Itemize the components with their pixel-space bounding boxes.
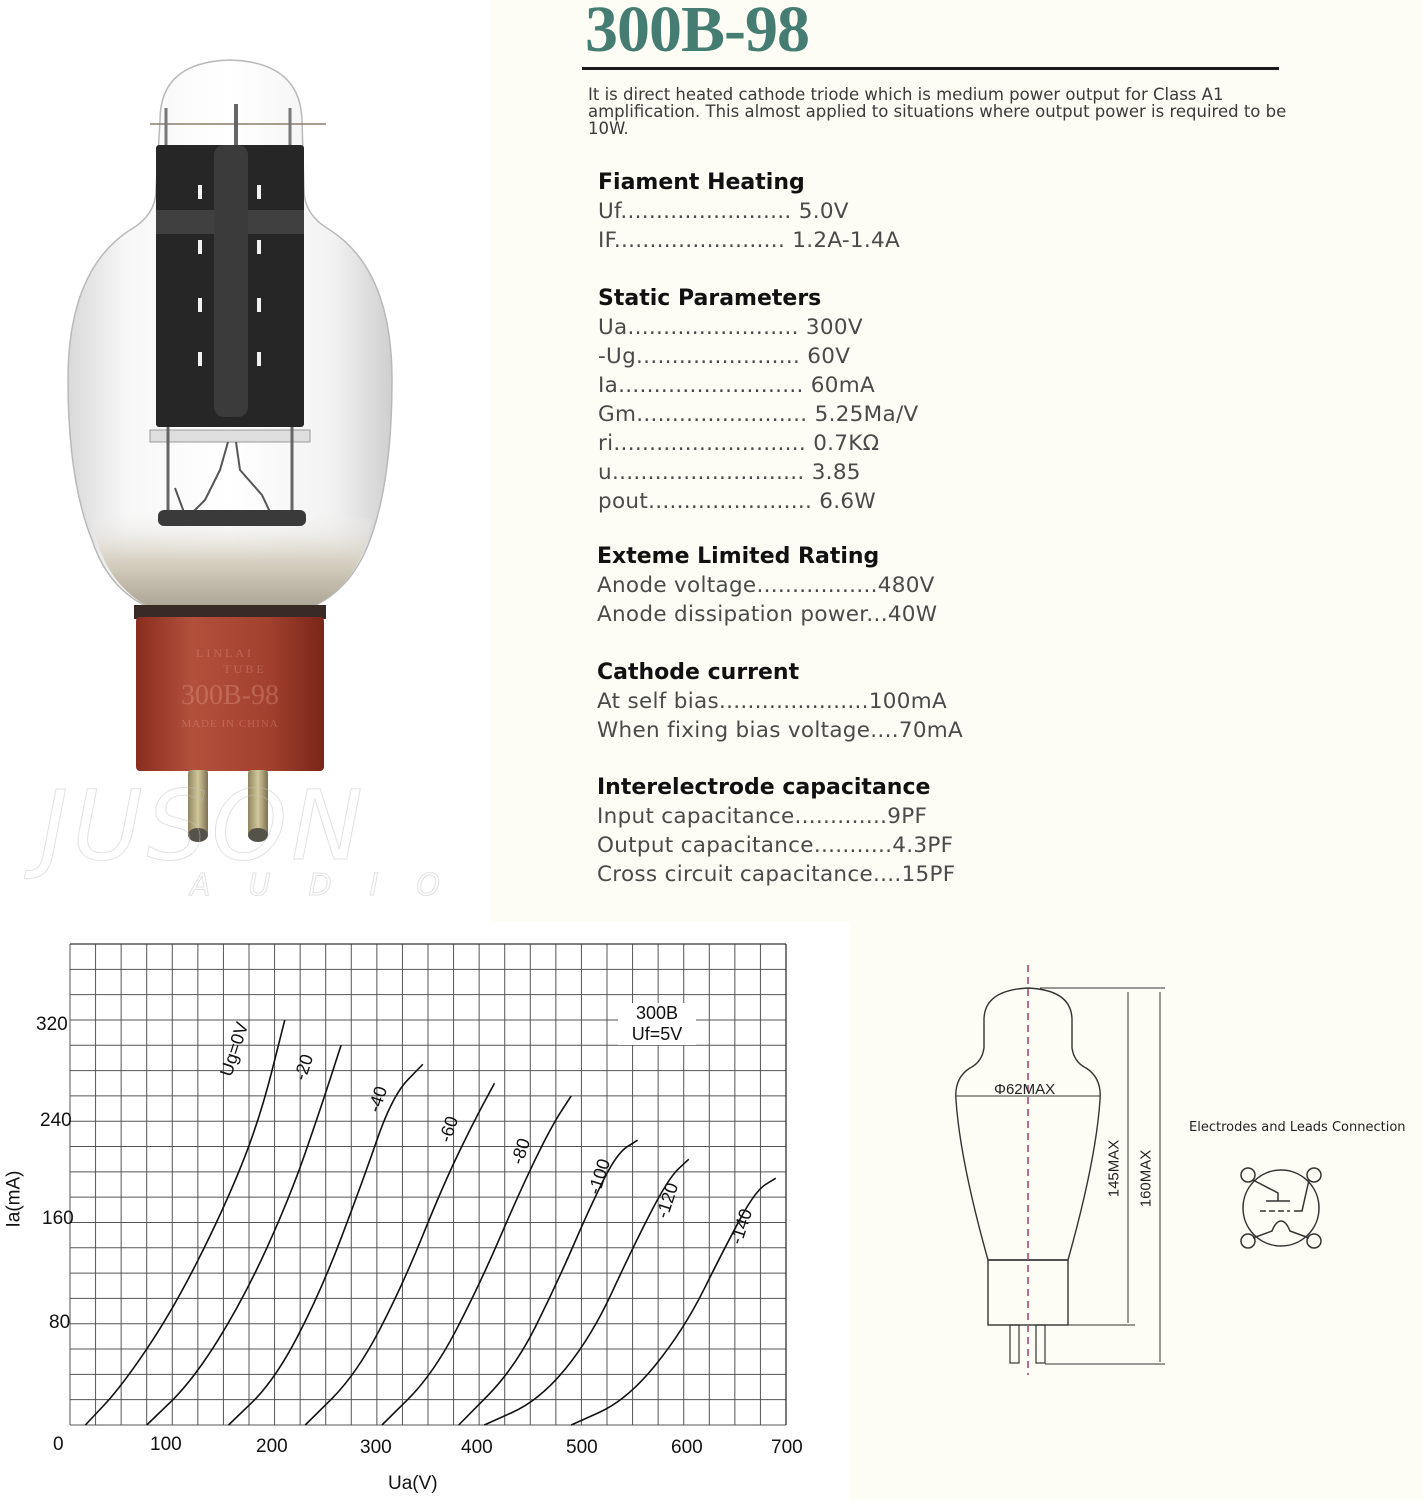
- body-height-label: 145MAX: [1105, 1139, 1123, 1198]
- y-tick-80: 80: [49, 1312, 71, 1333]
- section-heading-limits: Exteme Limited Rating: [597, 544, 880, 569]
- spec-row-output-cap: Output capacitance...........4.3PF: [597, 833, 954, 858]
- section-heading-capacitance: Interelectrode capacitance: [597, 775, 931, 800]
- spec-row-pout: pout....................... 6.6W: [598, 489, 876, 514]
- curve-label-20: -20: [290, 1051, 318, 1083]
- section-heading-cathode: Cathode current: [597, 660, 800, 685]
- curve-label-60: -60: [435, 1113, 463, 1145]
- x-tick-400: 400: [461, 1437, 493, 1458]
- spec-row-self-bias: At self bias.....................100mA: [597, 689, 948, 714]
- x-tick-700: 700: [771, 1437, 803, 1458]
- curve-label-140: -140: [726, 1206, 757, 1247]
- curve-60: [305, 1083, 494, 1425]
- curve-label-100: -100: [584, 1156, 615, 1197]
- tube-photo: [0, 0, 490, 922]
- y-tick-160: 160: [42, 1208, 74, 1229]
- ia-ua-characteristic-chart: [0, 922, 850, 1500]
- x-tick-500: 500: [566, 1437, 598, 1458]
- spec-row-ua: Ua........................ 300V: [598, 315, 863, 340]
- section-heading-filament: Fiament Heating: [598, 170, 805, 195]
- curve-label-40: -40: [364, 1083, 392, 1115]
- section-heading-static: Static Parameters: [598, 286, 822, 311]
- chart-title: 300B: [635, 1003, 679, 1023]
- curve-label-80: -80: [507, 1135, 535, 1167]
- spec-row-u: u........................... 3.85: [598, 460, 861, 485]
- y-tick-240: 240: [40, 1110, 72, 1131]
- base-brand-line2: TUBE: [223, 662, 267, 676]
- spec-row-uf: Uf........................ 5.0V: [598, 199, 849, 224]
- x-tick-0: 0: [53, 1434, 64, 1455]
- watermark-subtitle: AUDIO: [190, 868, 479, 903]
- curve-20: [147, 1045, 341, 1425]
- watermark-logo: JUSON: [40, 770, 367, 882]
- title-divider: [582, 67, 1279, 70]
- spec-row-if: IF........................ 1.2A-1.4A: [598, 228, 901, 253]
- curve-label-0v: Ug=0V: [216, 1019, 253, 1079]
- spec-row-anode-voltage: Anode voltage.................480V: [597, 573, 935, 598]
- spec-row-ri: ri........................... 0.7KΩ: [598, 431, 880, 456]
- product-description: It is direct heated cathode triode which is medium power output for Class A1 amplification. This almost applied to situations where output power is required to be 10W.: [588, 85, 1287, 138]
- pin-connection-diagram: [1236, 1163, 1326, 1253]
- spec-row-ug: -Ug....................... 60V: [598, 344, 851, 369]
- chart-annotation: [618, 1003, 696, 1045]
- y-axis-label: Ia(mA): [3, 1170, 25, 1228]
- base-model-text: 300B-98: [181, 680, 279, 711]
- diameter-label: Φ62MAX: [994, 1081, 1056, 1098]
- x-tick-100: 100: [150, 1434, 182, 1455]
- spec-row-gm: Gm........................ 5.25Ma/V: [598, 402, 919, 427]
- chart-subtitle: Uf=5V: [631, 1024, 683, 1044]
- x-tick-300: 300: [360, 1437, 392, 1458]
- total-height-label: 160MAX: [1137, 1149, 1155, 1208]
- spec-row-anode-dissipation: Anode dissipation power...40W: [597, 602, 938, 627]
- x-tick-200: 200: [256, 1436, 288, 1457]
- y-tick-320: 320: [36, 1014, 68, 1035]
- spec-row-cross-cap: Cross circuit capacitance....15PF: [597, 862, 956, 887]
- x-tick-600: 600: [671, 1437, 703, 1458]
- spec-row-fixed-bias: When fixing bias voltage....70mA: [597, 718, 964, 743]
- curve-80: [382, 1096, 571, 1425]
- spec-row-input-cap: Input capacitance.............9PF: [597, 804, 928, 829]
- curve-100: [459, 1140, 638, 1425]
- spec-row-ia: Ia.......................... 60mA: [598, 373, 875, 398]
- pin-diagram-title: Electrodes and Leads Connection: [1189, 1120, 1406, 1135]
- base-brand-line1: LINLAI: [196, 646, 254, 660]
- product-title: 300B-98: [585, 0, 809, 66]
- curve-label-120: -120: [652, 1180, 683, 1221]
- base-origin-text: MADE IN CHINA: [181, 718, 279, 730]
- x-axis-label: Ua(V): [388, 1473, 438, 1494]
